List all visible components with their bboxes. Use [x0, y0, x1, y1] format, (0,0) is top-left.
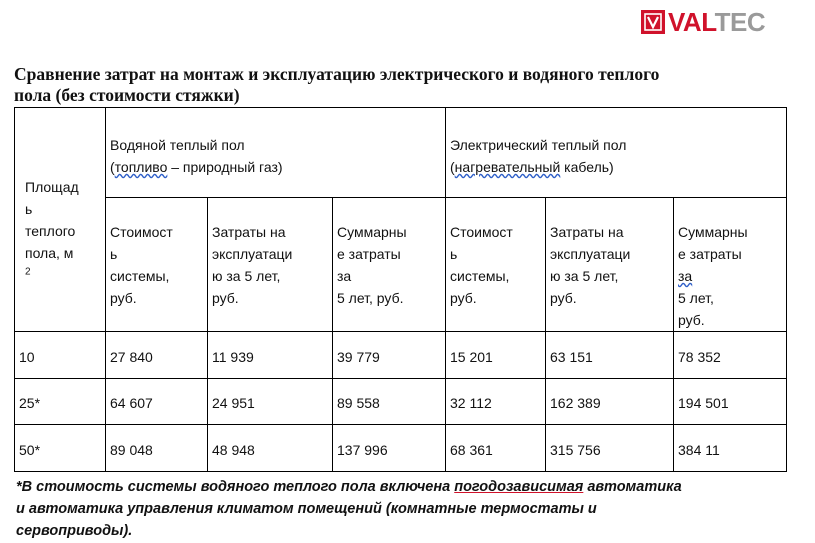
title-line-2: пола (без стоимости стяжки) [14, 85, 240, 105]
page-title [14, 64, 794, 106]
water-total-header [333, 198, 446, 332]
cost-comparison-table [14, 107, 787, 472]
cell-water-operation: 24 951 [208, 379, 333, 425]
cell-electric-cost: 15 201 [446, 332, 546, 379]
cell-electric-operation: 63 151 [546, 332, 674, 379]
electric-group-cable-rest: кабель) [560, 159, 614, 175]
subheader-line: руб. [450, 290, 477, 306]
cell-electric-total: 78 352 [674, 332, 787, 379]
footnote-text-a: *В стоимость системы водяного теплого пола включена [16, 479, 455, 495]
area-unit-superscript: 2 [25, 266, 31, 278]
logo-wordmark [668, 8, 765, 36]
water-group-fuel-word: топливо [114, 159, 168, 175]
area-header-line-4 [25, 242, 105, 286]
area-unit: пола, м [25, 245, 74, 261]
subheader-line: ю за 5 лет, [550, 268, 619, 284]
electric-group-subtitle [450, 156, 786, 178]
subheader-line: е затраты [678, 246, 742, 262]
water-cost-header [106, 198, 208, 332]
cell-water-total: 89 558 [333, 379, 446, 425]
subheader-line: Затраты на [550, 224, 624, 240]
subheader-underlined-word: за [678, 268, 693, 284]
electric-group-cable-word: нагревательный [454, 159, 561, 175]
electric-floor-group-header [446, 108, 787, 198]
cell-water-operation: 48 948 [208, 425, 333, 472]
subheader-line: е затраты [337, 246, 401, 262]
footnote-line-2: и автоматика управления климатом помещений (комнатные термостаты и [16, 501, 597, 517]
footnote [16, 476, 796, 542]
electric-operation-header [546, 198, 674, 332]
cell-electric-total: 194 501 [674, 379, 787, 425]
electric-group-title: Электрический теплый пол [450, 137, 627, 153]
water-operation-header [208, 198, 333, 332]
subheader-line: руб. [678, 312, 705, 328]
area-header-line-1: Площад [25, 179, 79, 195]
subheader-line: эксплуатаци [550, 246, 631, 262]
subheader-line: ь [450, 246, 458, 262]
area-header [15, 108, 106, 332]
subheader-line: эксплуатаци [212, 246, 293, 262]
valtec-logo [641, 8, 765, 36]
title-line-1: Сравнение затрат на монтаж и эксплуатацию электрического и водяного теплого [14, 64, 660, 84]
cell-water-total: 39 779 [333, 332, 446, 379]
cell-electric-cost: 68 361 [446, 425, 546, 472]
subheader-line: Затраты на [212, 224, 286, 240]
area-header-line-2: ь [25, 201, 33, 217]
water-group-title: Водяной теплый пол [110, 137, 245, 153]
subheader-line: руб. [212, 290, 239, 306]
cell-electric-operation: 315 756 [546, 425, 674, 472]
footnote-text-b: автоматика [583, 479, 682, 495]
subheader-line: Стоимост [450, 224, 513, 240]
table-row [15, 379, 787, 425]
footnote-underlined-word: погодозависимая [454, 479, 584, 495]
cell-water-cost: 27 840 [106, 332, 208, 379]
subheader-line: руб. [110, 290, 137, 306]
cell-water-operation: 11 939 [208, 332, 333, 379]
subheader-line: за [337, 268, 352, 284]
subheader-line [678, 265, 786, 309]
cell-electric-total: 384 11 [674, 425, 787, 472]
subheader-line: ь [110, 246, 118, 262]
cell-electric-operation: 162 389 [546, 379, 674, 425]
water-group-subtitle [110, 156, 445, 178]
subheader-line: Стоимост [110, 224, 173, 240]
cell-area: 50* [15, 425, 106, 472]
electric-total-header [674, 198, 787, 332]
cell-area: 10 [15, 332, 106, 379]
electric-cost-header [446, 198, 546, 332]
subheader-line: системы, [450, 268, 510, 284]
cell-electric-cost: 32 112 [446, 379, 546, 425]
valtec-emblem-icon [641, 10, 665, 34]
subheader-line: Суммарны [678, 224, 748, 240]
footnote-line-1 [16, 479, 682, 495]
water-floor-group-header [106, 108, 446, 198]
table-row [15, 332, 787, 379]
footnote-line-3: сервоприводы). [16, 523, 133, 539]
water-group-paren: ( [110, 159, 115, 175]
table-row [15, 425, 787, 472]
subheader-line: 5 лет, руб. [337, 290, 404, 306]
subheader-line: Суммарны [337, 224, 407, 240]
logo-part-tec: TEC [714, 7, 766, 37]
logo-part-val: VAL [668, 7, 715, 37]
water-group-fuel-rest: – природный газ) [167, 159, 283, 175]
cell-water-total: 137 996 [333, 425, 446, 472]
area-header-line-3: теплого [25, 223, 76, 239]
cell-water-cost: 89 048 [106, 425, 208, 472]
cell-water-cost: 64 607 [106, 379, 208, 425]
subheader-line: ю за 5 лет, [212, 268, 281, 284]
electric-group-paren: ( [450, 159, 455, 175]
subheader-line: системы, [110, 268, 170, 284]
subheader-line: руб. [550, 290, 577, 306]
cell-area: 25* [15, 379, 106, 425]
subheader-line-rest: 5 лет, [678, 290, 714, 306]
